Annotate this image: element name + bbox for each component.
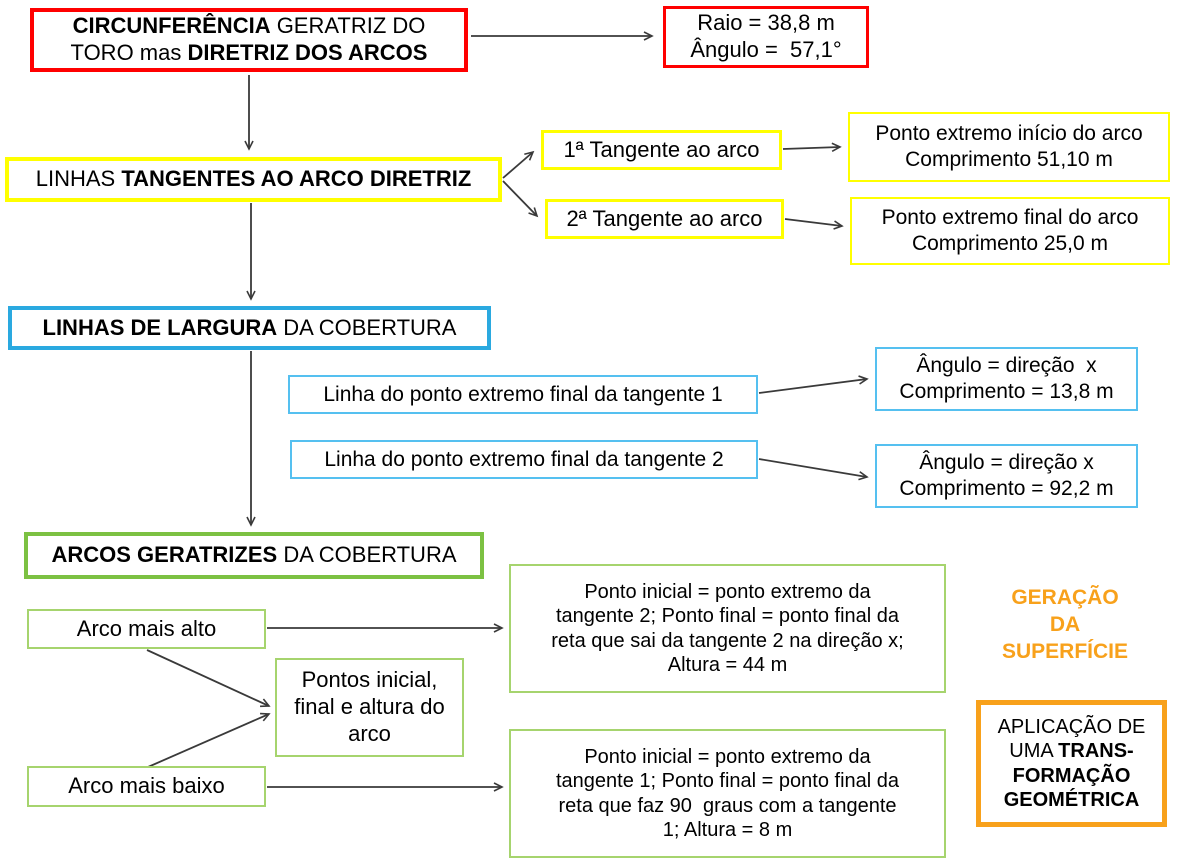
detalhe-alto-line2: tangente 2; Ponto final = ponto final da [555, 605, 900, 628]
box-circunferencia-geratriz [30, 8, 468, 72]
detalhe-baixo-line3: reta que faz 90 graus com a tangente [558, 794, 897, 817]
angulo-value: Ângulo = 57,1° [690, 37, 842, 62]
box-pontos-arco [275, 658, 464, 757]
arrow-t2-to-ponto-final [785, 219, 842, 226]
arrow-linha2-to-angulo2 [759, 459, 867, 477]
box-linhas-tangentes [5, 157, 502, 202]
box-detalhe-arco-alto [509, 564, 946, 693]
angulo-dir2-line1: Ângulo = direção x [919, 451, 1094, 475]
box-detalhe-arco-baixo [509, 729, 946, 858]
arrow-tangentes-to-t1 [503, 152, 533, 178]
arrow-tangentes-to-t2 [503, 181, 537, 216]
circ-bold-1: CIRCUNFERÊNCIA [72, 13, 271, 39]
largura-reg: DA COBERTURA [277, 314, 457, 340]
aplicacao-line2-reg: UMA [1009, 740, 1059, 763]
box-arco-mais-baixo [27, 766, 266, 807]
linha-tangente-1-label: Linha do ponto extremo final da tangente 1 [323, 382, 723, 406]
angulo-dir1-line2: Comprimento = 13,8 m [899, 380, 1114, 403]
arco-baixo-label: Arco mais baixo [68, 773, 225, 799]
box-linha-tangente-1 [288, 375, 758, 414]
box-raio-angulo [663, 6, 869, 68]
arco-alto-label: Arco mais alto [76, 615, 217, 641]
detalhe-alto-line3: reta que sai da tangente 2 na direção x; [551, 629, 904, 652]
angulo-dir1-line1: Ângulo = direção x [916, 354, 1097, 378]
tangentes-bold: TANGENTES AO ARCO DIRETRIZ [121, 166, 472, 192]
box-aplicacao-transformacao [976, 700, 1167, 827]
box-ponto-inicio-arco [848, 112, 1170, 182]
arrow-alto-to-pontos [147, 650, 269, 706]
box-tangente-1 [541, 130, 782, 170]
detalhe-baixo-line2: tangente 1; Ponto final = ponto final da [555, 770, 900, 793]
raio-value: Raio = 38,8 m [697, 10, 835, 36]
aplicacao-line3: FORMAÇÃO [1012, 764, 1131, 787]
box-tangente-2 [545, 199, 784, 239]
aplicacao-line4: GEOMÉTRICA [1003, 788, 1140, 811]
ponto-final-line2: Comprimento 25,0 m [911, 232, 1109, 255]
largura-bold: LINHAS DE LARGURA [42, 314, 278, 340]
box-arco-mais-alto [27, 609, 266, 649]
linha-tangente-2-label: Linha do ponto extremo final da tangente 2 [324, 447, 724, 471]
aplicacao-line2-bold: TRANS- [1058, 740, 1134, 763]
label-geracao-superficie [985, 585, 1145, 666]
detalhe-alto-line1: Ponto inicial = ponto extremo da [584, 580, 871, 603]
box-linhas-largura [8, 306, 491, 350]
detalhe-baixo-line4: 1; Altura = 8 m [662, 818, 793, 841]
pontos-arco-line1: Pontos inicial, [301, 667, 438, 693]
arrow-t1-to-ponto-inicio [783, 147, 840, 149]
ponto-inicio-line1: Ponto extremo início do arco [875, 122, 1143, 146]
geracao-line1: GERAÇÃO [1011, 586, 1119, 609]
pontos-arco-line2: final e altura do [294, 694, 445, 720]
box-angulo-direcao-2 [875, 444, 1138, 508]
arrow-baixo-to-pontos [148, 714, 269, 767]
geracao-line2: DA [1049, 612, 1081, 636]
circ-reg-1: GERATRIZ DO [270, 13, 426, 39]
box-arcos-geratrizes [24, 532, 484, 579]
tangente-2-label: 2ª Tangente ao arco [566, 205, 763, 231]
circ-bold-2: DIRETRIZ DOS ARCOS [187, 40, 428, 65]
aplicacao-line1: APLICAÇÃO DE [997, 715, 1146, 738]
arrow-linha1-to-angulo1 [759, 379, 867, 393]
box-linha-tangente-2 [290, 440, 758, 479]
geracao-line3: SUPERFÍCIE [1001, 639, 1129, 663]
ponto-inicio-line2: Comprimento 51,10 m [905, 148, 1113, 171]
box-ponto-final-arco [850, 197, 1170, 265]
arcos-bold: ARCOS GERATRIZES [51, 542, 278, 568]
detalhe-baixo-line1: Ponto inicial = ponto extremo da [584, 745, 871, 768]
tangentes-reg: LINHAS [35, 166, 122, 192]
arcos-reg: DA COBERTURA [277, 542, 457, 568]
detalhe-alto-line4: Altura = 44 m [667, 653, 788, 676]
tangente-1-label: 1ª Tangente ao arco [563, 136, 760, 162]
box-angulo-direcao-1 [875, 347, 1138, 411]
pontos-arco-line3: arco [348, 720, 391, 746]
angulo-dir2-line2: Comprimento = 92,2 m [899, 477, 1114, 500]
ponto-final-line1: Ponto extremo final do arco [881, 206, 1139, 230]
circ-reg-2: TORO mas [70, 40, 188, 65]
